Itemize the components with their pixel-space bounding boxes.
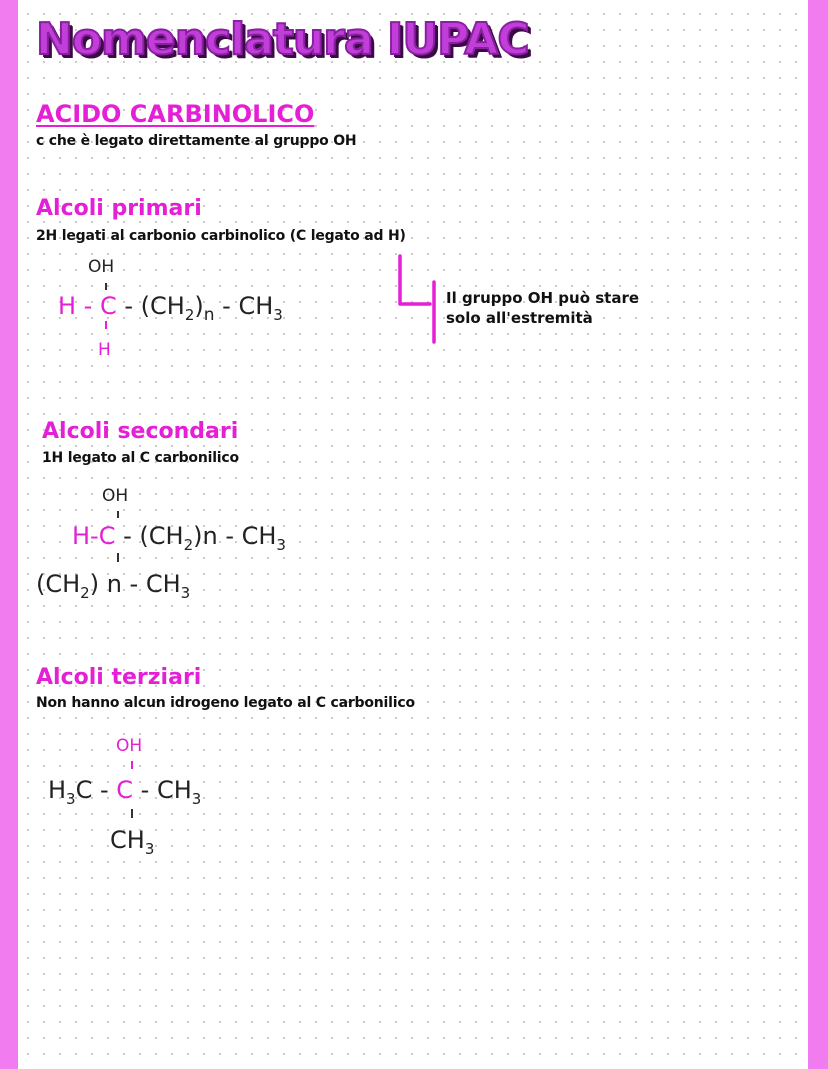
desc-acido-carbinolico: c che è legato direttamente al gruppo OH: [36, 133, 357, 149]
formula-carbon: C: [99, 292, 117, 320]
formula-bond-top: [131, 761, 133, 769]
formula-bond-bottom: [105, 321, 107, 329]
formula-bond-bottom: [117, 553, 119, 562]
left-border-strip: [0, 0, 18, 1069]
page-title: Nomenclatura IUPAC: [36, 14, 529, 65]
desc-alcoli-terziari: Non hanno alcun idrogeno legato al C carbonilico: [36, 695, 415, 711]
formula-carbon: C: [98, 522, 116, 550]
formula-top-group: OH: [102, 486, 129, 506]
desc-alcoli-secondari: 1H legato al C carbonilico: [42, 450, 239, 466]
formula-carbon: C: [116, 776, 134, 804]
bracket-line-icon: [396, 252, 440, 346]
formula-top-group: OH: [88, 257, 115, 277]
formula-main-line: $H-C - (CH_2)n - CH_3$: [72, 522, 286, 554]
heading-acido-carbinolico: ACIDO CARBINOLICO: [36, 100, 315, 128]
formula-bottom-group: $CH_3$: [110, 826, 155, 858]
formula-right: - (CH: [116, 292, 185, 320]
formula-bottom-group: $(CH_2)$ n - $CH_3$: [36, 570, 191, 602]
note-gruppo-oh: Il gruppo OH può stare solo all'estremità: [446, 289, 640, 327]
formula-top-group: OH: [116, 736, 143, 756]
formula-left: H -: [58, 292, 100, 320]
heading-alcoli-secondari: Alcoli secondari: [42, 419, 239, 444]
formula-bond-top: [105, 283, 107, 290]
formula-bond-top: [117, 511, 119, 518]
formula-main-line: H - C - $(CH_2)_n - CH_3$: [58, 292, 283, 325]
formula-bottom-group: H: [98, 340, 111, 360]
formula-main-line: $H_3C$ - C - $CH_3$: [48, 776, 202, 808]
formula-bond-bottom: [131, 809, 133, 818]
right-border-strip: [808, 0, 828, 1069]
desc-alcoli-primari: 2H legati al carbonio carbinolico (C legato ad H): [36, 228, 406, 244]
heading-alcoli-terziari: Alcoli terziari: [36, 665, 202, 690]
heading-alcoli-primari: Alcoli primari: [36, 196, 202, 221]
